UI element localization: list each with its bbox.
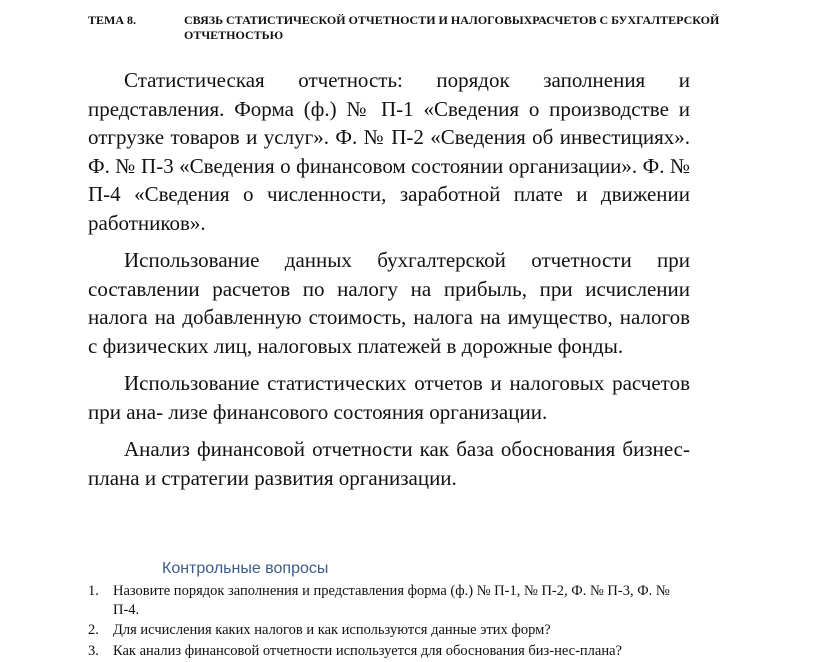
- paragraph-accounting-data-use: Использование данных бухгалтерской отчетности при составлении расчетов по налогу на прибыль, при исчислении налога на добавленную стоимость, налога на имущество, налогов с физических лиц, налоговых платежей в дорожные фонды.: [88, 248, 690, 358]
- question-text: Для исчисления каких налогов и как используются данные этих форм?: [113, 622, 551, 638]
- question-item: [88, 642, 698, 661]
- question-item: [88, 621, 698, 640]
- question-number: 1.: [88, 583, 99, 599]
- questions-list: [88, 582, 698, 662]
- paragraph-statistical-reports-use: Использование статистических отчетов и налоговых расчетов при ана- лизе финансового состояния организации.: [88, 371, 690, 424]
- topic-title: СВЯЗЬ СТАТИСТИЧЕСКОЙ ОТЧЕТНОСТИ И НАЛОГОВЫХРАСЧЕТОВ С БУХГАЛТЕРСКОЙ ОТЧЕТНОСТЬЮ: [184, 13, 720, 42]
- paragraph-statistical-reporting: Статистическая отчетность: порядок заполнения и представления. Форма (ф.) № П-1 «Сведения о производстве и отгрузке товаров и услуг». Ф. № П-2 «Сведения об инвестициях». Ф. № П-3 «Сведения о финансовом состоянии организации». Ф. № П-4 «Сведения о численности, заработной плате и движении работников».: [88, 68, 690, 235]
- questions-title: Контрольные вопросы: [162, 560, 329, 577]
- question-number: 3.: [88, 642, 99, 659]
- paragraph-business-plan-analysis: Анализ финансовой отчетности как база обоснования бизнес-плана и стратегии развития организации.: [88, 437, 690, 490]
- question-number: 2.: [88, 622, 99, 638]
- topic-content: [88, 66, 690, 501]
- question-text: Назовите порядок заполнения и представления форма (ф.) № П-1, № П-2, Ф. № П-3, Ф. № П-4.: [113, 583, 670, 618]
- question-text: Как анализ финансовой отчетности используется для обоснования биз-нес-плана?: [113, 642, 622, 659]
- topic-number: ТЕМА 8.: [88, 13, 136, 27]
- question-item: [88, 582, 698, 619]
- topic-header: [88, 13, 728, 43]
